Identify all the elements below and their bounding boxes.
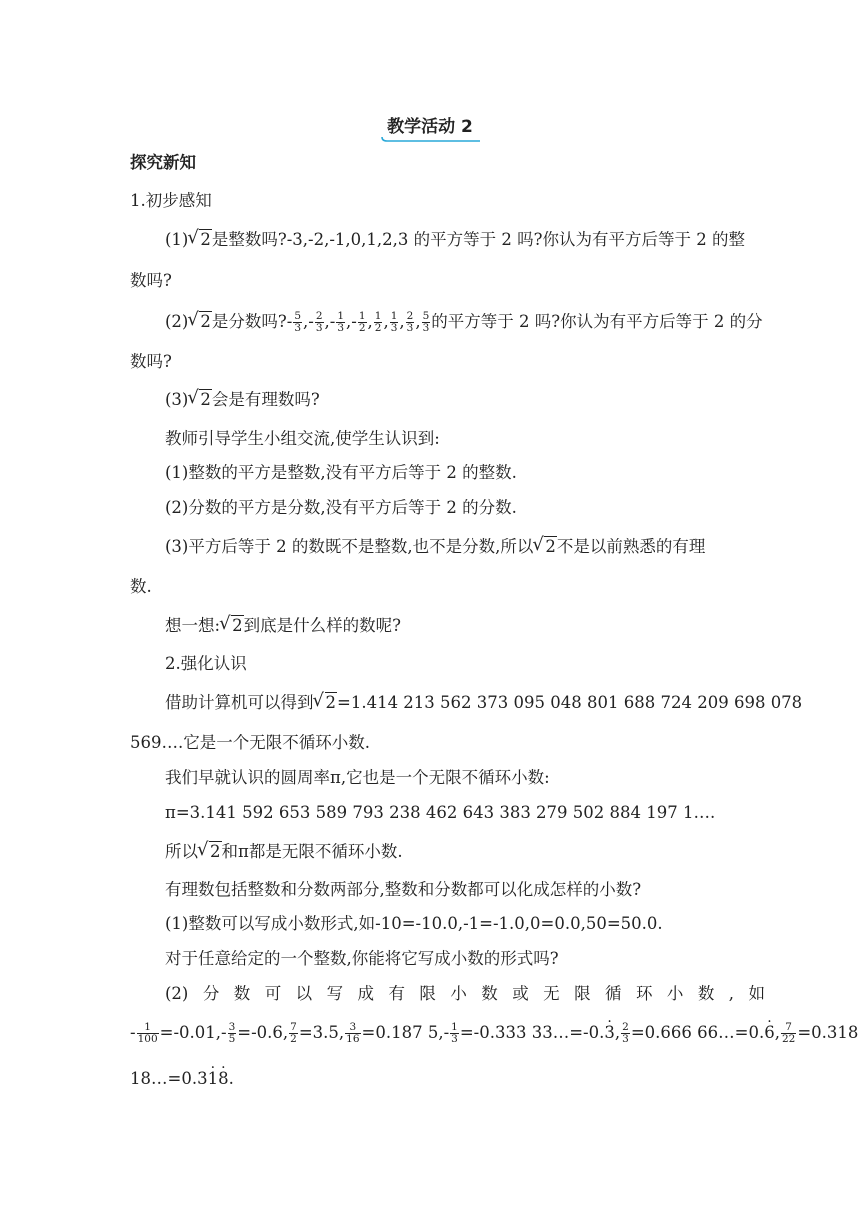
sqrt2-decimal-line-2: 569….它是一个无限不循环小数.: [130, 733, 370, 752]
title-underline-decoration: [381, 137, 481, 143]
fraction: $\frac{1}{3}$: [337, 310, 345, 334]
sqrt-2: √ 2: [188, 311, 212, 333]
spaced-word: 成: [357, 984, 374, 1003]
repeating-digit: · 8: [218, 1068, 229, 1090]
fraction: $\frac{5}{3}$: [422, 310, 430, 334]
activity-title: 教学活动 2: [387, 117, 473, 137]
fraction-sign: ,-: [346, 312, 357, 331]
fraction-sign: ,: [399, 312, 405, 331]
fraction: $\frac{2}{3}$: [622, 1021, 629, 1045]
fraction: $\frac{2}{3}$: [315, 310, 323, 334]
question-2-line-2: 数吗?: [130, 352, 172, 371]
fraction: $\frac{3}{16}$: [346, 1021, 360, 1045]
fraction: $\frac{5}{3}$: [294, 310, 301, 334]
fraction-sign: ,-: [324, 312, 336, 331]
question-1-line-1: (1)√ 2是整数吗?-3,-2,-1,0,1,2,3 的平方等于 2 吗?你认为有平方后等于 2 的整: [0, 229, 860, 251]
fraction: $\frac{1}{2}$: [374, 310, 382, 334]
spaced-word: 有: [388, 984, 405, 1003]
fraction-sign: -: [286, 312, 293, 331]
pi-intro: 我们早就认识的圆周率π,它也是一个无限不循环小数:: [165, 768, 550, 787]
section-heading: 探究新知: [130, 153, 196, 172]
spaced-word: 限: [574, 984, 591, 1003]
sqrt-2: √ 2: [198, 841, 222, 863]
spaced-word: 写: [326, 984, 344, 1003]
fraction: $\frac{1}{100}$: [137, 1021, 158, 1045]
spaced-word: 可: [264, 984, 282, 1003]
fraction: $\frac{3}{5}$: [228, 1021, 236, 1045]
rational-question: 有理数包括整数和分数两部分,整数和分数都可以化成怎样的小数?: [165, 880, 642, 899]
spaced-word: (2): [165, 984, 189, 1003]
repeating-digit: · 6: [764, 1022, 775, 1044]
subsection-2-heading: 2.强化认识: [165, 654, 247, 673]
spaced-word: 数: [481, 984, 498, 1003]
fraction: $\frac{2}{3}$: [406, 310, 414, 334]
integer-question: 对于任意给定的一个整数,你能将它写成小数的形式吗?: [165, 949, 559, 968]
sqrt-2: √ 2: [188, 389, 212, 411]
sqrt-2: √ 2: [220, 615, 244, 637]
spaced-word: 以: [295, 984, 313, 1003]
spaced-word: 如: [748, 984, 765, 1003]
fraction: $\frac{1}{3}$: [451, 1021, 458, 1045]
result-1: (1)整数的平方是整数,没有平方后等于 2 的整数.: [165, 463, 517, 482]
think-question: 想一想:√ 2到底是什么样的数呢?: [0, 615, 860, 637]
repeating-digit: · 3: [604, 1022, 615, 1044]
subsection-1-heading: 1.初步感知: [130, 191, 212, 210]
fraction-examples-end: 18…=0.3· 1· 8.: [0, 1068, 860, 1090]
teacher-guide: 教师引导学生小组交流,使学生认识到:: [165, 429, 440, 448]
pi-value: π=3.141 592 653 589 793 238 462 643 383 279 502 884 197 1….: [165, 803, 716, 822]
fraction: $\frac{1}{3}$: [390, 310, 398, 334]
spaced-word: 或: [512, 984, 529, 1003]
fraction-sign: ,-: [303, 312, 314, 331]
fraction: $\frac{7}{2}$: [290, 1021, 297, 1045]
sqrt2-decimal-line-1: 借助计算机可以得到√ 2=1.414 213 562 373 095 048 801 688 724 209 698 078: [0, 692, 860, 714]
sqrt-2: √ 2: [188, 229, 212, 251]
integer-decimal-form: (1)整数可以写成小数形式,如-10=-10.0,-1=-1.0,0=0.0,50=50.0.: [165, 914, 663, 933]
fraction-examples-line: - $\frac{1}{100}$ =-0.01,- $\frac{3}{5}$ =-0.6, $\frac{7}{2}$ =3.5, $\frac{3}{16}$ =0.187 5,- $\frac{1}{3}$ =-0.333 33…=-0.· 3, $\frac{2}{3}$ =0.666 66…=0.· 6, $\frac{7}{22}$ =0.318: [0, 1022, 860, 1045]
result-3-line-1: (3)平方后等于 2 的数既不是整数,也不是分数,所以√ 2不是以前熟悉的有理: [0, 536, 860, 558]
repeating-digit: · 1: [208, 1068, 219, 1090]
spaced-word: 数: [233, 984, 251, 1003]
sqrt-2: √ 2: [314, 692, 338, 714]
question-3: (3)√ 2会是有理数吗?: [0, 389, 860, 411]
question-1-line-2: 数吗?: [130, 271, 172, 290]
result-3-line-2: 数.: [130, 577, 152, 596]
fraction: $\frac{7}{22}$: [781, 1021, 796, 1045]
spaced-word: 无: [543, 984, 560, 1003]
spaced-word: 小: [666, 984, 684, 1003]
spaced-word: 小: [450, 984, 467, 1003]
fraction-sign: ,: [383, 312, 389, 331]
spaced-word: 循: [605, 984, 622, 1003]
spaced-word: 分: [202, 984, 220, 1003]
activity-title-block: [0, 112, 860, 143]
sqrt-2: √ 2: [533, 536, 557, 558]
both-irrational: 所以√ 2和π都是无限不循环小数.: [0, 841, 860, 863]
question-2-line-1: (2)√ 2是分数吗?- $\frac{5}{3}$ ,- $\frac{2}{3}$ ,- $\frac{1}{3}$ ,- $\frac{1}{2}$ , $\frac{1}{2}$ , $\frac{1}{3}$ , $\frac{2}{3}$ , $\frac{5}{3}$ 的平方等于 2 吗?你认为有平方后等于 2 的分: [0, 311, 860, 334]
fraction-list: [286, 310, 432, 334]
result-2: (2)分数的平方是分数,没有平方后等于 2 的分数.: [165, 498, 517, 517]
fraction-decimal-line-1: [0, 983, 860, 1005]
fraction: $\frac{1}{2}$: [358, 310, 366, 334]
spaced-word: 环: [635, 984, 653, 1003]
fraction-sign: ,: [415, 312, 421, 331]
spaced-word: 数: [697, 984, 715, 1003]
spaced-word: ,: [728, 984, 734, 1003]
spaced-word: 限: [419, 984, 436, 1003]
fraction-sign: ,: [367, 312, 373, 331]
